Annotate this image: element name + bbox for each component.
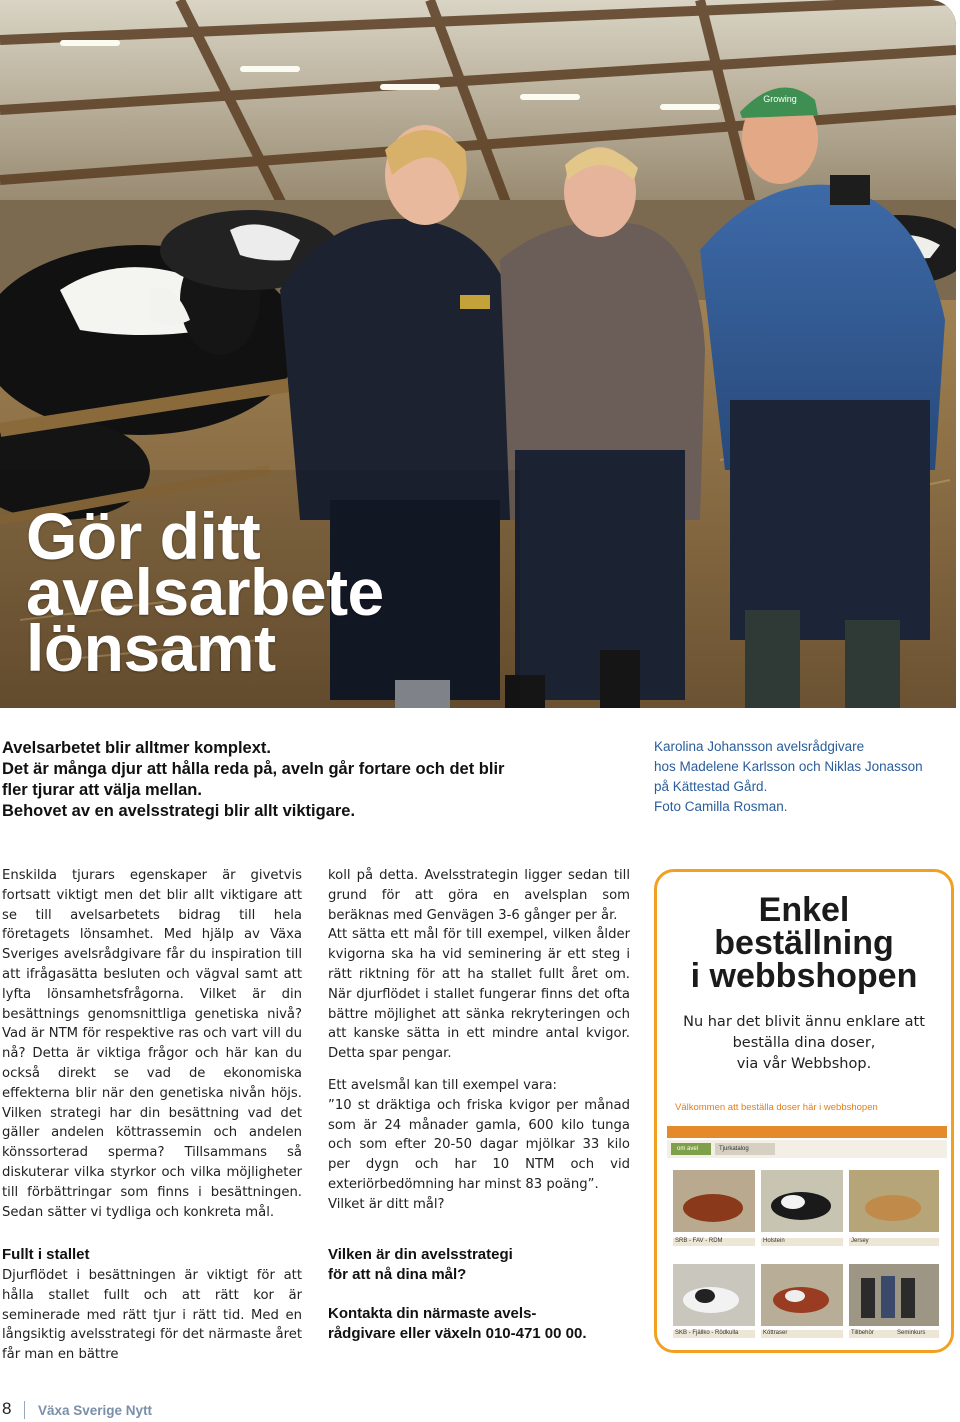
cta-contact [328,1304,648,1344]
intro-line: Det är många djur att hålla reda på, aveln går fortare och det blir [2,760,505,778]
body-paragraph: koll på detta. Avelsstrategin ligger sedan till grund för att göra en avelsplan som beräknas med Genvägen 3-6 gånger per år. [328,868,630,923]
intro-line: fler tjurar att välja mellan. [2,781,202,799]
column-1 [2,866,302,1222]
footer-divider [24,1401,25,1419]
body-paragraph: Att sätta ett mål för till exempel, vilken ålder kvigorna ska ha vid seminering är ett steg i rätt riktning för att ha stallet fullt året om. När djurflödet i stallet fungerar finns det ofta bättre möjlighet att sänka rekryteringen och att kanske sätta in ett mindre antal kvigor. Detta spar pengar. [328,927,630,1062]
body-paragraph: Djurflödet i besättningen är viktigt för att hålla stallet fullt och att rätt kor är seminerade med rätt tjur i rätt tid. Med en långsiktig avelsstrategi för det närmaste året får man en bättre [2,1268,302,1363]
webshop-title [657,891,951,995]
section-text-fullt-i-stallet [2,1266,302,1365]
cap-logo-text: Growing [763,94,797,104]
photo-caption [654,737,954,817]
caption-line: hos Madelene Karlsson och Niklas Jonasson [654,759,923,774]
goal-question: Vilket är ditt mål? [328,1196,445,1212]
cta-contact-line: rådgivare eller växeln 010-471 00 00. [328,1325,587,1342]
webshop-text [665,1012,943,1075]
webshop-screenshot-image [665,1098,949,1350]
intro-line: Behovet av en avelsstrategi blir allt viktigare. [2,802,356,820]
cta-question-line: för att nå dina mål? [328,1266,467,1283]
magazine-name: Växa Sverige Nytt [38,1403,153,1418]
webshop-category: SRB - FAV - RDM [675,1238,723,1244]
headline-line: avelsarbete [26,555,384,629]
intro-text [2,738,562,822]
cta-question-line: Vilken är din avelsstrategi [328,1246,513,1263]
webshop-welcome-text: Välkommen att beställa doser här i webbshopen [675,1102,878,1113]
webshop-title-line: Enkel [758,891,850,929]
caption-line: Foto Camilla Rosman. [654,799,788,814]
webshop-category: Tillbehör [851,1330,874,1336]
webshop-category: Seminkurs [897,1330,926,1336]
webshop-screenshot [665,1098,949,1350]
webshop-category: Holstein [763,1238,785,1244]
call-to-action [328,1245,648,1344]
section-heading-fullt-i-stallet [2,1245,302,1265]
caption-line: på Kättestad Gård. [654,779,768,794]
webshop-text-line: via vår Webbshop. [736,1056,872,1072]
webshop-title-line: i webbshopen [690,957,918,995]
headline [26,499,384,685]
body-paragraph: Enskilda tjurars egenskaper är givetvis fortsatt viktigt men det blir allt viktigare att se till avelsarbetets bidrag till hela företagets lönsamhet. Med hjälp av Växa Sveriges avelsrådgivare får du inspiration till att ifrågasätta besluten och vägval samt att lyfta lönsamhetsfrågorna. Vilket är din besättnings genomsnittliga genetiska nivå? Vad är NTM för respektive ras och vart vill du nå? Detta är viktiga frågor och här kan du också direkt se vad de ekonomiska effekterna blir när den genetiska nivån höjs. Vilken strategi har din besättning vad det gäller andelen köttrassemin och andelen könssorterad sperma? Tillsammans så diskuterar vilka styrkor och vilka möjligheter till förbättringar som finns i besättningen. Sedan sätter vi tydliga och konkreta mål. [2,868,302,1220]
goal-example-quote: ”10 st dräktiga och friska kvigor per månad som är 24 månader gamla, 600 kilo tunga och som efter 20-50 dagar mjölkar 33 kilo per dygn och har 10 NTM och vid exteriörbedömning har minst 83 poäng”. [328,1097,630,1192]
cta-contact-line: Kontakta din närmaste avels- [328,1305,537,1322]
headline-line: lönsamt [26,611,276,685]
headline-line: Gör ditt [26,499,261,573]
webshop-title-line: beställning [714,924,894,962]
cta-question [328,1245,648,1285]
webshop-tab: Tjurkatalog [719,1146,749,1152]
webshop-tab: om avel [677,1146,699,1152]
intro-line: Avelsarbetet blir alltmer komplext. [2,739,271,757]
page-number: 8 [2,1399,12,1418]
subhead-text: Fullt i stallet [2,1246,90,1263]
webshop-text-line: Nu har det blivit ännu enklare att [683,1014,925,1030]
column-2 [328,866,630,1215]
hero-photo [0,0,956,708]
webshop-category: Köttraser [763,1330,788,1336]
webshop-box [654,869,954,1353]
webshop-category: Jersey [851,1238,869,1244]
goal-example-intro: Ett avelsmål kan till exempel vara: [328,1077,557,1093]
caption-line: Karolina Johansson avelsrådgivare [654,739,865,754]
webshop-text-line: beställa dina doser, [732,1035,876,1051]
webshop-category: SKB - Fjällko - Rödkulla [675,1330,739,1336]
